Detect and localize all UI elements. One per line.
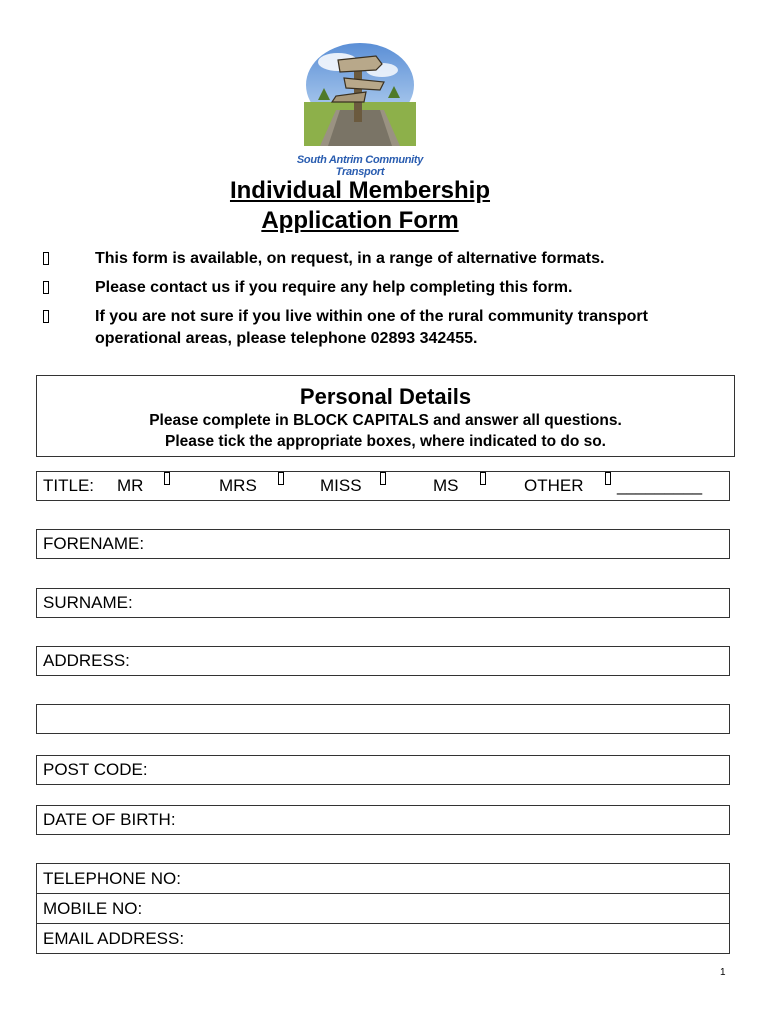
bullet-box-icon: [43, 310, 49, 323]
personal-details-heading: Personal Details: [299, 384, 472, 409]
bullet-item: [40, 306, 720, 350]
title-option-mr-checkbox[interactable]: [164, 472, 170, 485]
bullet-item: [40, 277, 720, 299]
surname-field[interactable]: SURNAME:: [36, 588, 730, 618]
bullet-item: [40, 248, 720, 270]
form-title: [0, 176, 720, 236]
title-other-blank[interactable]: _________: [617, 476, 703, 495]
title-option-mr-label: MR: [117, 476, 144, 495]
bullet-text: Please contact us if you require any help completing this form.: [95, 279, 573, 296]
title-option-mrs-label: MRS: [219, 476, 257, 495]
title-option-other-label: OTHER: [524, 476, 584, 495]
title-option-miss-label: MISS: [320, 476, 362, 495]
title-field: [36, 471, 730, 501]
title-option-ms-label: MS: [433, 476, 459, 495]
page-number: 1: [720, 967, 726, 978]
title-label: TITLE:: [43, 476, 95, 495]
bullet-box-icon: [43, 252, 49, 265]
telephone-field[interactable]: TELEPHONE NO:: [37, 864, 729, 894]
mobile-field[interactable]: MOBILE NO:: [37, 894, 729, 924]
personal-details-box: [36, 375, 735, 457]
instructions-line1: Please complete in BLOCK CAPITALS and answer all questions.: [149, 412, 622, 429]
address-field[interactable]: ADDRESS:: [36, 646, 730, 676]
signpost-logo: [300, 40, 418, 150]
title-option-mrs-checkbox[interactable]: [278, 472, 284, 485]
title-option-ms-checkbox[interactable]: [480, 472, 486, 485]
forename-field[interactable]: FORENAME:: [36, 529, 730, 559]
form-title-line1: Individual Membership: [229, 177, 491, 204]
bullet-text: If you are not sure if you live within one of the rural community transport operational areas, please telephone 02893 342455.: [95, 308, 648, 347]
email-field[interactable]: EMAIL ADDRESS:: [43, 929, 185, 948]
address-line2-field[interactable]: [36, 704, 730, 734]
contact-details-group: [36, 863, 730, 954]
postcode-field[interactable]: POST CODE:: [36, 755, 730, 785]
logo-caption: South Antrim Community Transport: [296, 154, 424, 178]
bullet-text: This form is available, on request, in a range of alternative formats.: [95, 250, 605, 267]
title-option-miss-checkbox[interactable]: [380, 472, 386, 485]
bullet-box-icon: [43, 281, 49, 294]
form-title-line2: Application Form: [261, 207, 459, 234]
instructions-line2: Please tick the appropriate boxes, where indicated to do so.: [164, 433, 606, 450]
info-bullets: [40, 248, 720, 357]
date-of-birth-field[interactable]: DATE OF BIRTH:: [36, 805, 730, 835]
title-option-other-checkbox[interactable]: [605, 472, 611, 485]
